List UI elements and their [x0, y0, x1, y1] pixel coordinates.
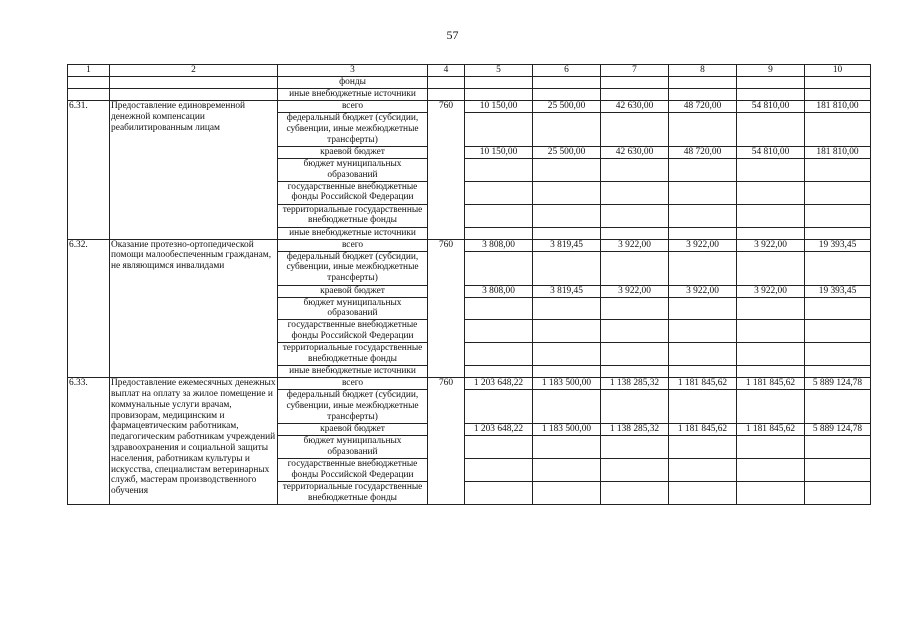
empty-cell: [533, 77, 601, 89]
value-cell: [805, 181, 871, 204]
value-cell: [737, 458, 805, 481]
column-header: 6: [533, 65, 601, 77]
value-cell: 3 922,00: [601, 239, 669, 251]
funding-source: фонды: [278, 77, 428, 89]
value-cell: [805, 227, 871, 239]
value-cell: [669, 320, 737, 343]
value-cell: [737, 227, 805, 239]
empty-cell: [68, 89, 110, 101]
column-header: 4: [428, 65, 465, 77]
value-cell: 19 393,45: [805, 285, 871, 297]
value-cell: 1 181 845,62: [737, 378, 805, 390]
item-code: 6.32.: [68, 239, 110, 378]
column-header: 3: [278, 65, 428, 77]
item-column4: 760: [428, 101, 465, 240]
value-cell: [669, 227, 737, 239]
column-header: 7: [601, 65, 669, 77]
value-cell: 1 203 648,22: [465, 378, 533, 390]
funding-source: территориальные государственные внебюджетные фонды: [278, 343, 428, 366]
value-cell: 1 181 845,62: [669, 424, 737, 436]
value-cell: [601, 390, 669, 424]
value-cell: [805, 297, 871, 320]
value-cell: [601, 159, 669, 182]
funding-source: государственные внебюджетные фонды Российской Федерации: [278, 181, 428, 204]
column-header: 1: [68, 65, 110, 77]
empty-cell: [601, 77, 669, 89]
value-cell: [737, 366, 805, 378]
value-cell: 181 810,00: [805, 147, 871, 159]
value-cell: 3 922,00: [737, 239, 805, 251]
value-cell: [805, 390, 871, 424]
value-cell: 1 181 845,62: [737, 424, 805, 436]
funding-source: государственные внебюджетные фонды Российской Федерации: [278, 458, 428, 481]
value-cell: [737, 181, 805, 204]
value-cell: [737, 297, 805, 320]
value-cell: [805, 159, 871, 182]
value-cell: [533, 181, 601, 204]
budget-table: [67, 64, 871, 505]
value-cell: 42 630,00: [601, 101, 669, 113]
value-cell: [601, 181, 669, 204]
value-cell: [533, 204, 601, 227]
value-cell: [737, 159, 805, 182]
value-cell: 3 922,00: [669, 285, 737, 297]
value-cell: [533, 251, 601, 285]
empty-cell: [465, 89, 533, 101]
value-cell: [533, 436, 601, 459]
funding-source: бюджет муниципальных образований: [278, 436, 428, 459]
funding-source: федеральный бюджет (субсидии, субвенции, иные межбюджетные трансферты): [278, 251, 428, 285]
value-cell: [465, 458, 533, 481]
value-cell: [601, 343, 669, 366]
funding-source: иные внебюджетные источники: [278, 227, 428, 239]
value-cell: [533, 458, 601, 481]
item-code: 6.33.: [68, 378, 110, 505]
value-cell: 5 889 124,78: [805, 378, 871, 390]
value-cell: [465, 436, 533, 459]
value-cell: 25 500,00: [533, 147, 601, 159]
value-cell: [669, 436, 737, 459]
value-cell: [669, 390, 737, 424]
item-code: 6.31.: [68, 101, 110, 240]
value-cell: [805, 481, 871, 504]
table-row: [68, 239, 871, 251]
value-cell: [737, 390, 805, 424]
value-cell: 10 150,00: [465, 101, 533, 113]
value-cell: 3 819,45: [533, 285, 601, 297]
value-cell: [533, 113, 601, 147]
value-cell: [805, 436, 871, 459]
value-cell: 3 808,00: [465, 285, 533, 297]
value-cell: [669, 366, 737, 378]
funding-source: всего: [278, 378, 428, 390]
item-column4: 760: [428, 378, 465, 505]
empty-cell: [110, 77, 278, 89]
value-cell: [465, 343, 533, 366]
value-cell: [601, 297, 669, 320]
value-cell: 5 889 124,78: [805, 424, 871, 436]
column-header: 5: [465, 65, 533, 77]
funding-source: иные внебюджетные источники: [278, 366, 428, 378]
value-cell: [601, 458, 669, 481]
value-cell: [805, 320, 871, 343]
empty-cell: [68, 77, 110, 89]
value-cell: [669, 297, 737, 320]
value-cell: [669, 159, 737, 182]
column-header: 9: [737, 65, 805, 77]
funding-source: всего: [278, 101, 428, 113]
item-column4: 760: [428, 239, 465, 378]
item-name: Предоставление ежемесячных денежных выплат на оплату за жилое помещение и коммунальные услуги врачам, провизорам, медицинским и фармацевтическим работникам, педагогическим работникам учреждений здравоохранения и социальной защиты населения, работникам культуры и искусства, специалистам ветеринарных служб, мастерам производственного обучения: [110, 378, 278, 505]
column-header: 2: [110, 65, 278, 77]
table-row: [68, 77, 871, 89]
value-cell: [669, 458, 737, 481]
value-cell: [669, 113, 737, 147]
value-cell: [465, 320, 533, 343]
value-cell: [465, 251, 533, 285]
value-cell: [465, 390, 533, 424]
value-cell: [465, 481, 533, 504]
value-cell: 1 203 648,22: [465, 424, 533, 436]
funding-source: бюджет муниципальных образований: [278, 159, 428, 182]
page-number: 57: [446, 28, 459, 42]
value-cell: [465, 297, 533, 320]
value-cell: [533, 227, 601, 239]
value-cell: 1 181 845,62: [669, 378, 737, 390]
funding-source: федеральный бюджет (субсидии, субвенции, иные межбюджетные трансферты): [278, 113, 428, 147]
value-cell: [465, 366, 533, 378]
value-cell: [805, 366, 871, 378]
value-cell: [533, 297, 601, 320]
value-cell: 3 922,00: [737, 285, 805, 297]
funding-source: федеральный бюджет (субсидии, субвенции, иные межбюджетные трансферты): [278, 390, 428, 424]
value-cell: 3 922,00: [601, 285, 669, 297]
empty-cell: [465, 77, 533, 89]
value-cell: [737, 436, 805, 459]
value-cell: [465, 227, 533, 239]
value-cell: 1 183 500,00: [533, 378, 601, 390]
value-cell: [601, 436, 669, 459]
table-row: [68, 101, 871, 113]
empty-cell: [669, 89, 737, 101]
header-row: [68, 65, 871, 77]
value-cell: [805, 251, 871, 285]
funding-source: краевой бюджет: [278, 147, 428, 159]
value-cell: [601, 113, 669, 147]
value-cell: [737, 113, 805, 147]
value-cell: [669, 204, 737, 227]
value-cell: [465, 204, 533, 227]
value-cell: [737, 343, 805, 366]
value-cell: [805, 458, 871, 481]
empty-cell: [737, 89, 805, 101]
empty-cell: [601, 89, 669, 101]
value-cell: 10 150,00: [465, 147, 533, 159]
value-cell: [669, 343, 737, 366]
funding-source: всего: [278, 239, 428, 251]
value-cell: 181 810,00: [805, 101, 871, 113]
funding-source: территориальные государственные внебюджетные фонды: [278, 481, 428, 504]
value-cell: 3 922,00: [669, 239, 737, 251]
empty-cell: [428, 89, 465, 101]
empty-cell: [737, 77, 805, 89]
value-cell: [805, 343, 871, 366]
value-cell: 1 138 285,32: [601, 378, 669, 390]
item-name: Оказание протезно-ортопедической помощи малообеспеченным гражданам, не являющимся инвалидами: [110, 239, 278, 378]
funding-source: краевой бюджет: [278, 424, 428, 436]
funding-source: бюджет муниципальных образований: [278, 297, 428, 320]
value-cell: 1 183 500,00: [533, 424, 601, 436]
item-name: Предоставление единовременной денежной компенсации реабилитированным лицам: [110, 101, 278, 240]
value-cell: [669, 181, 737, 204]
value-cell: [533, 390, 601, 424]
value-cell: [533, 481, 601, 504]
value-cell: [465, 113, 533, 147]
empty-cell: [805, 89, 871, 101]
funding-source: иные внебюджетные источники: [278, 89, 428, 101]
funding-source: государственные внебюджетные фонды Российской Федерации: [278, 320, 428, 343]
value-cell: [669, 251, 737, 285]
value-cell: 3 808,00: [465, 239, 533, 251]
empty-cell: [110, 89, 278, 101]
value-cell: [533, 320, 601, 343]
value-cell: 42 630,00: [601, 147, 669, 159]
table-row: [68, 89, 871, 101]
funding-source: территориальные государственные внебюджетные фонды: [278, 204, 428, 227]
value-cell: [533, 366, 601, 378]
value-cell: [601, 251, 669, 285]
value-cell: 54 810,00: [737, 147, 805, 159]
value-cell: [805, 113, 871, 147]
value-cell: 1 138 285,32: [601, 424, 669, 436]
column-header: 8: [669, 65, 737, 77]
value-cell: 48 720,00: [669, 147, 737, 159]
value-cell: [601, 227, 669, 239]
empty-cell: [805, 77, 871, 89]
value-cell: [805, 204, 871, 227]
value-cell: 19 393,45: [805, 239, 871, 251]
value-cell: 48 720,00: [669, 101, 737, 113]
value-cell: [533, 343, 601, 366]
value-cell: [737, 204, 805, 227]
funding-source: краевой бюджет: [278, 285, 428, 297]
column-header: 10: [805, 65, 871, 77]
value-cell: [737, 251, 805, 285]
value-cell: [465, 159, 533, 182]
value-cell: 3 819,45: [533, 239, 601, 251]
empty-cell: [533, 89, 601, 101]
value-cell: [601, 204, 669, 227]
empty-cell: [428, 77, 465, 89]
value-cell: [601, 320, 669, 343]
value-cell: 25 500,00: [533, 101, 601, 113]
value-cell: [737, 320, 805, 343]
value-cell: [533, 159, 601, 182]
empty-cell: [669, 77, 737, 89]
value-cell: [601, 366, 669, 378]
value-cell: [465, 181, 533, 204]
value-cell: [737, 481, 805, 504]
value-cell: 54 810,00: [737, 101, 805, 113]
value-cell: [669, 481, 737, 504]
value-cell: [601, 481, 669, 504]
table-row: [68, 378, 871, 390]
